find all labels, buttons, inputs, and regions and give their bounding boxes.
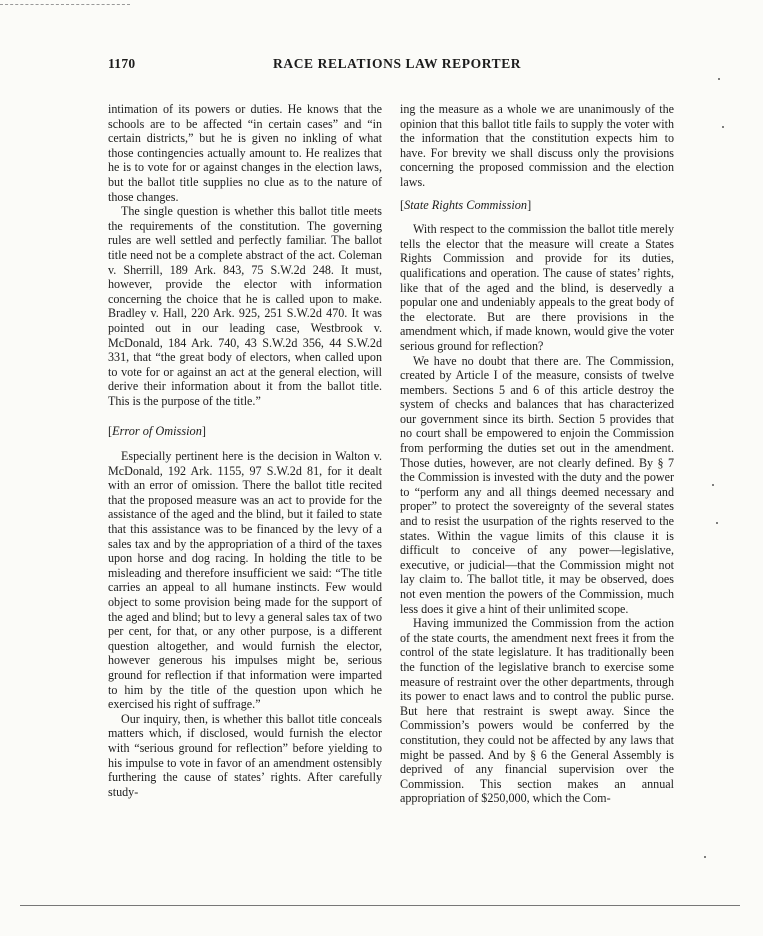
paragraph: With respect to the commission the ballot title merely tells the elector that the measure will create a States Rights Commission and provide for its duties, qualifications and operation. The cause of states’ rights, like that of the aged and the blind, is deservedly a popular one and undeniably appeals to the great body of the electorate. But are there provisions in the amendment which, if made known, would give the voter serious ground for reflection? — [400, 222, 674, 353]
page-number: 1170 — [108, 56, 136, 71]
section-heading: [Error of Omission] — [108, 424, 206, 439]
scan-speck — [704, 856, 706, 858]
scan-speck — [722, 126, 724, 128]
scan-speck — [718, 78, 720, 80]
scan-bottom-line — [20, 905, 740, 906]
left-column — [108, 102, 382, 799]
scan-edge-mark — [0, 4, 130, 6]
scan-speck — [712, 484, 714, 486]
section-heading-text: State Rights Commission — [404, 197, 528, 212]
section-heading: [State Rights Commission] — [400, 197, 532, 212]
scan-speck — [716, 522, 718, 524]
paragraph: ing the measure as a whole we are unanimously of the opinion that this ballot title fails to supply the voter with the information that the constitution expects him to have. For brevity we shall discuss only the provisions concerning the proposed commission and the election laws. — [400, 102, 674, 189]
paragraph: Our inquiry, then, is whether this ballot title conceals matters which, if disclosed, would furnish the elector with “serious ground for reflection” before yielding to his impulse to vote in favor of an amendment ostensibly furthering the cause of states’ rights. After carefully study- — [108, 711, 382, 799]
paragraph: intimation of its powers or duties. He knows that the schools are to be affected “in certain cases” and “in certain districts,” but he is given no inkling of what those contingencies actually amount to. He realizes that he is to vote for or against changes in the election laws, but the ballot title supplies no clue as to the nature of those changes. — [108, 102, 382, 204]
paragraph: Especially pertinent here is the decision in Walton v. McDonald, 192 Ark. 1155, 97 S.W.2d 81, for it dealt with an error of omission. There the ballot title recited that the proposed measure was an act to provide for the assistance of the aged and the blind, but it failed to state that this assistance was to be financed by the levy of a sales tax and by the appropriation of a third of the taxes upon horse and dog racing. In holding the title to be misleading and therefore insufficient we said: “The title carries an appeal to all humane instincts. Few would object to some provision being made for the support of the aged and blind; but to levy a general sales tax of two per cent, for that, or any other purpose, is a different question altogether, and would furnish the elector, however generous his impulses might be, serious ground for reflection if that information were imparted to him by the title of the question upon which he exercised his right of suffrage.” — [108, 449, 382, 712]
running-head: RACE RELATIONS LAW REPORTER — [273, 56, 522, 71]
paragraph: Having immunized the Commission from the action of the state courts, the amendment next frees it from the control of the state legislature. It has traditionally been the function of the legislative branch to exercise some measure of restraint over the other departments, through its power to enact laws and to control the public purse. But here that restraint is swept away. Since the Commission’s powers would be conferred by the constitution, they could not be affected by any laws that might be passed. And by § 6 the General Assembly is deprived of any financial supervision over the Commission. This section makes an annual appropriation of $250,000, which the Com- — [400, 616, 674, 806]
section-heading-text: Error of Omission — [112, 424, 202, 439]
paragraph: The single question is whether this ballot title meets the requirements of the constitution. The governing rules are well settled and perfectly familiar. The ballot title need not be a complete abstract of the act. Coleman v. Sherrill, 189 Ark. 843, 75 S.W.2d 248. It must, however, provide the elector with information concerning the choice that he is called upon to make. Bradley v. Hall, 220 Ark. 925, 251 S.W.2d 470. It was pointed out in our leading case, Westbrook v. McDonald, 184 Ark. 740, 43 S.W.2d 356, 44 S.W.2d 331, that “the great body of electors, when called upon to vote for or against an act at the general election, will derive their information about it from the ballot title. This is the purpose of the title.” — [108, 204, 382, 408]
paragraph: We have no doubt that there are. The Commission, created by Article I of the measure, consists of twelve members. Sections 5 and 6 of this article destroy the system of checks and balances that has characterized our government since its birth. Section 5 provides that no court shall be empowered to enjoin the Commission from performing the duties set out in the amendment. Those duties, however, are not clearly defined. By § 7 the Commission is invested with the duty and the power to “perform any and all things deemed necessary and proper” to protect the sovereignty of the several states and to resist the usurpation of the rights reserved to the states. Within the vague limits of this clause it is difficult to conceive of any power—legislative, executive, or judicial—that the Commission might not lay claim to. The ballot title, it may be observed, does not even mention the powers of the Commission, much less does it give a hint of their unlimited scope. — [400, 353, 674, 616]
right-column — [400, 102, 674, 806]
